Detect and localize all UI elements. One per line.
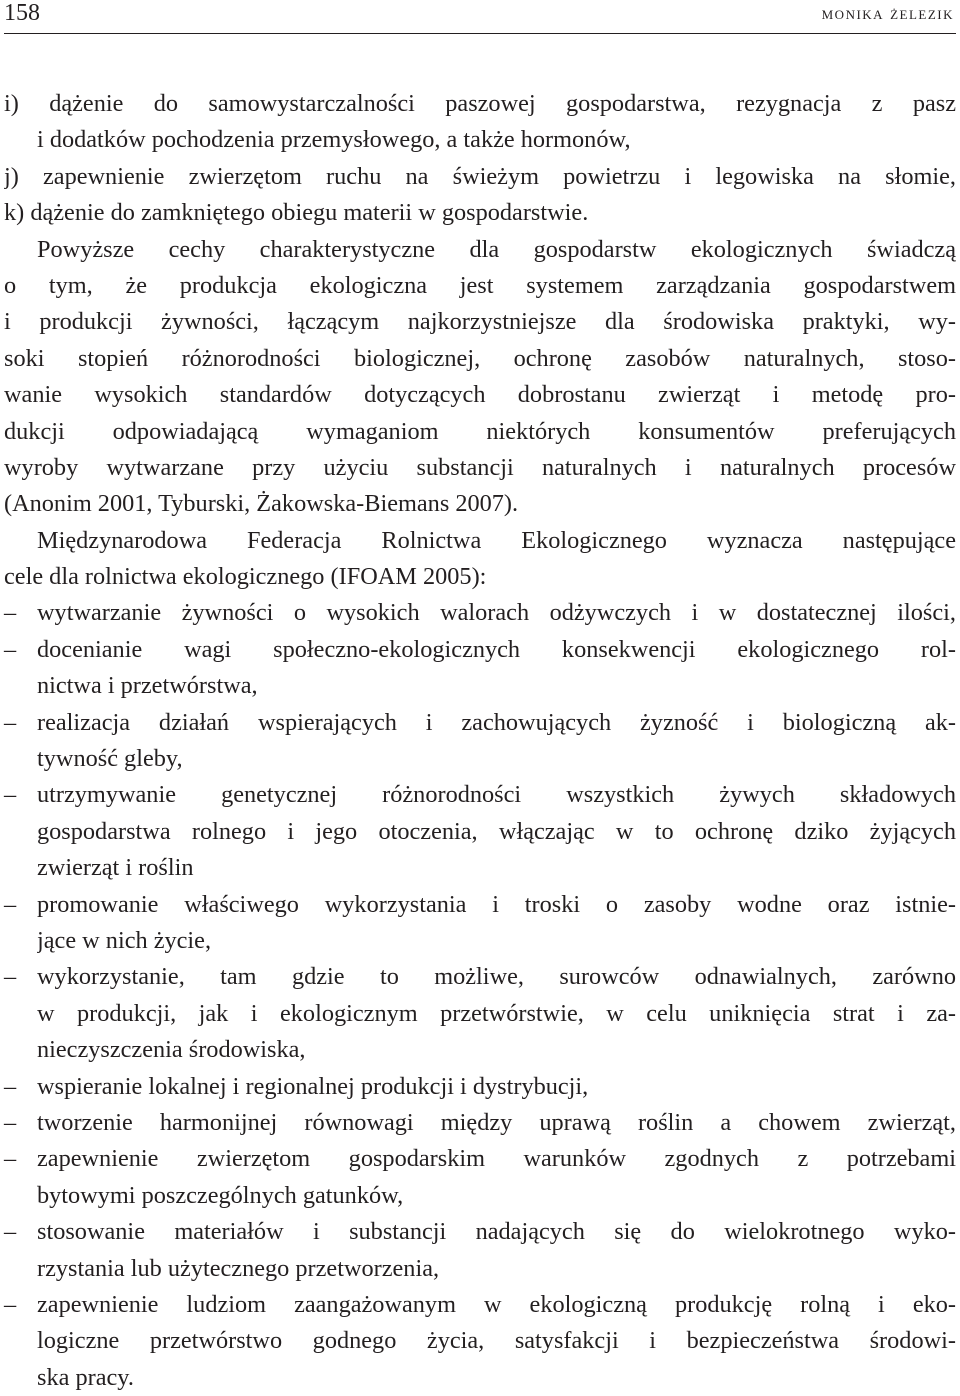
text-line: docenianie wagi społeczno-ekologicznych konsekwencji ekologicznego rol- xyxy=(37,635,956,663)
text-line: cele dla rolnictwa ekologicznego (IFOAM 2005): xyxy=(4,563,487,591)
text-line: nictwa i przetwórstwa, xyxy=(37,672,258,700)
text-line: zapewnienie ludziom zaangażowanym w ekologiczną produkcję rolną i eko- xyxy=(37,1290,956,1318)
list-item xyxy=(4,1141,956,1214)
dash-bullet: – xyxy=(4,890,17,918)
text-line: ska pracy. xyxy=(37,1363,134,1391)
page-header xyxy=(4,0,956,34)
list-item xyxy=(4,632,956,705)
text-line: promowanie właściwego wykorzystania i troski o zasoby wodne oraz istnie- xyxy=(37,890,956,918)
list-item xyxy=(4,705,956,778)
dash-bullet: – xyxy=(4,1072,17,1100)
dash-bullet: – xyxy=(4,1290,17,1318)
text-line: dukcji odpowiadającą wymaganiom niektórych konsumentów preferujących xyxy=(4,417,956,445)
dash-bullet: – xyxy=(4,635,17,663)
text-line: (Anonim 2001, Tyburski, Żakowska-Biemans 2007). xyxy=(4,490,519,518)
text-line: stosowanie materiałów i substancji nadających się do wielokrotnego wyko- xyxy=(37,1218,956,1246)
text-line: gospodarstwa rolnego i jego otoczenia, włączając w to ochronę dziko żyjących xyxy=(37,817,956,845)
list-item xyxy=(4,959,956,1068)
dash-bullet: – xyxy=(4,781,17,809)
body-text xyxy=(4,86,956,1396)
dash-bullet: – xyxy=(4,1218,17,1246)
paragraph xyxy=(4,232,956,523)
text-line: i produkcji żywności, łączącym najkorzystniejsze dla środowiska praktyki, wy- xyxy=(4,308,956,336)
text-line: i) dążenie do samowystarczalności paszowej gospodarstwa, rezygnacja z pasz xyxy=(4,90,956,117)
text-line: Powyższe cechy charakterystyczne dla gospodarstw ekologicznych świadczą xyxy=(37,235,956,263)
text-line: zapewnienie zwierzętom gospodarskim warunków zgodnych z potrzebami xyxy=(37,1145,956,1173)
text-line: bytowymi poszczególnych gatunków, xyxy=(37,1181,404,1209)
text-line: i dodatków pochodzenia przemysłowego, a także hormonów, xyxy=(37,126,631,154)
text-line: zwierząt i roślin xyxy=(37,854,194,882)
dash-bullet: – xyxy=(4,599,17,627)
text-line: rzystania lub użytecznego przetworzenia, xyxy=(37,1254,440,1282)
text-line: logiczne przetwórstwo godnego życia, satysfakcji i bezpieczeństwa środowi- xyxy=(37,1327,956,1355)
text-line: tywność gleby, xyxy=(37,745,183,773)
list-item xyxy=(4,595,956,631)
text-line: j) zapewnienie zwierzętom ruchu na świeżym powietrzu i legowiska na słomie, xyxy=(4,162,956,190)
paragraph xyxy=(4,523,956,596)
text-line: jące w nich życie, xyxy=(37,926,212,954)
dash-bullet: – xyxy=(4,708,17,736)
text-line: wykorzystanie, tam gdzie to możliwe, surowców odnawialnych, zarówno xyxy=(37,963,956,991)
dash-bullet: – xyxy=(4,1108,17,1136)
list-item xyxy=(4,1069,956,1105)
running-head: monika żelezik xyxy=(821,3,954,23)
list-item xyxy=(4,1287,956,1396)
list-item xyxy=(4,159,956,195)
text-line: Międzynarodowa Federacja Rolnictwa Ekologicznego wyznacza następujące xyxy=(37,526,956,554)
goals-list xyxy=(4,595,956,1396)
text-line: wytwarzanie żywności o wysokich walorach odżywczych i w dostatecznej ilości, xyxy=(37,599,956,627)
text-line: wanie wysokich standardów dotyczących dobrostanu zwierząt i metodę pro- xyxy=(4,381,956,409)
list-item xyxy=(4,86,956,159)
text-line: k) dążenie do zamkniętego obiegu materii w gospodarstwie. xyxy=(4,199,589,227)
list-item xyxy=(4,1214,956,1287)
list-item xyxy=(4,195,956,231)
text-line: wyroby wytwarzane przy użyciu substancji naturalnych i naturalnych procesów xyxy=(4,453,956,481)
text-line: nieczyszczenia środowiska, xyxy=(37,1036,306,1064)
text-line: w produkcji, jak i ekologicznym przetwórstwie, w celu uniknięcia strat i za- xyxy=(37,999,956,1027)
text-line: wspieranie lokalnej i regionalnej produkcji i dystrybucji, xyxy=(37,1072,589,1100)
list-item xyxy=(4,1105,956,1141)
page-number: 158 xyxy=(4,0,40,26)
list-item xyxy=(4,887,956,960)
list-item xyxy=(4,777,956,886)
text-line: soki stopień różnorodności biologicznej, ochronę zasobów naturalnych, stoso- xyxy=(4,344,956,372)
dash-bullet: – xyxy=(4,1145,17,1173)
text-line: o tym, że produkcja ekologiczna jest systemem zarządzania gospodarstwem xyxy=(4,271,956,299)
text-line: utrzymywanie genetycznej różnorodności wszystkich żywych składowych xyxy=(37,781,956,809)
text-line: tworzenie harmonijnej równowagi między uprawą roślin a chowem zwierząt, xyxy=(37,1108,956,1136)
dash-bullet: – xyxy=(4,963,17,991)
text-line: realizacja działań wspierających i zachowujących żyzność i biologiczną ak- xyxy=(37,708,956,736)
